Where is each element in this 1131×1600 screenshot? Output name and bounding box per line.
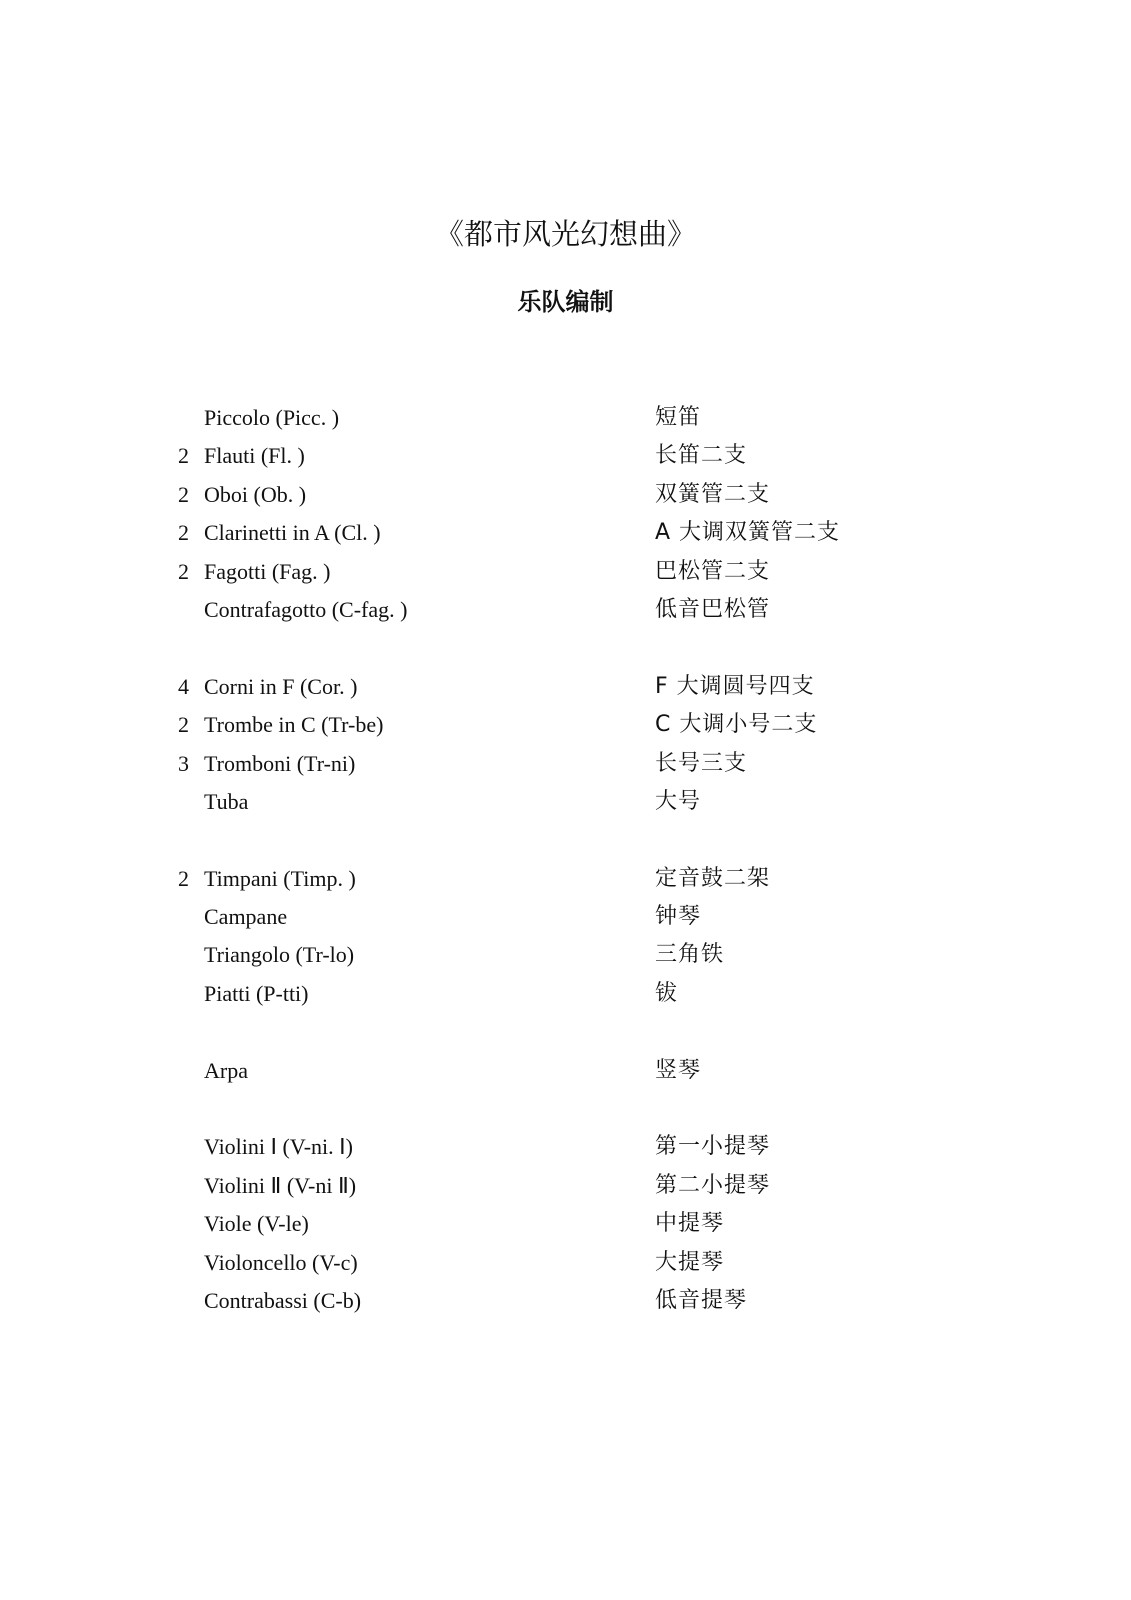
instrument-row: [0, 514, 1131, 552]
instrument-chinese-name: 双簧管二支: [655, 481, 771, 507]
instrument-name: Flauti (Fl. ): [204, 443, 305, 469]
instrument-count: 2: [178, 712, 189, 738]
instrument-row: [0, 936, 1131, 974]
instrument-row: [0, 1052, 1131, 1090]
instrument-chinese-name: 钟琴: [655, 904, 702, 930]
instrument-count: 2: [178, 520, 189, 546]
instrument-name: Oboi (Ob. ): [204, 481, 307, 507]
instrument-chinese-name: 巴松管二支: [655, 558, 771, 584]
instrument-group: [0, 399, 1131, 629]
instrument-row: [0, 437, 1131, 475]
instrument-name: Tuba: [204, 788, 249, 814]
instrument-name: Tromboni (Tr-ni): [204, 750, 356, 776]
instrument-row: [0, 1128, 1131, 1166]
instrument-count: 2: [178, 443, 189, 469]
instrument-chinese-name: 低音巴松管: [655, 596, 771, 622]
instrument-chinese-name: 低音提琴: [655, 1287, 748, 1313]
instrument-name: Clarinetti in A (Cl. ): [204, 520, 381, 546]
instrument-chinese-name: F 大调圆号四支: [655, 673, 815, 699]
instrument-chinese-name: 大提琴: [655, 1249, 725, 1275]
instrument-name: Corni in F (Cor. ): [204, 673, 358, 699]
page-title: 《都市风光幻想曲》: [434, 217, 696, 251]
instrument-chinese-name: 长笛二支: [655, 443, 748, 469]
instrument-row: [0, 1282, 1131, 1320]
instrument-name: Violini Ⅰ (V-ni. Ⅰ): [204, 1134, 353, 1160]
instrument-chinese-name: 第一小提琴: [655, 1134, 771, 1160]
instrument-row: [0, 399, 1131, 437]
instrument-chinese-name: 中提琴: [655, 1211, 725, 1237]
instrument-name: Piatti (P-tti): [204, 980, 309, 1006]
instrument-count: 2: [178, 481, 189, 507]
instrument-chinese-name: 长号三支: [655, 750, 748, 776]
instrument-row: [0, 476, 1131, 514]
instrument-group: [0, 668, 1131, 822]
instrument-row: [0, 783, 1131, 821]
instrument-count: 2: [178, 865, 189, 891]
instrument-row: [0, 860, 1131, 898]
instrument-chinese-name: 大号: [655, 788, 702, 814]
instrument-chinese-name: 短笛: [655, 405, 702, 430]
instrument-row: [0, 1167, 1131, 1205]
instrument-chinese-name: C 大调小号二支: [655, 712, 818, 738]
instrument-name: Campane: [204, 904, 288, 930]
instrument-name: Violoncello (V-c): [204, 1249, 358, 1275]
instrument-chinese-name: 竖琴: [655, 1057, 702, 1083]
instrument-count: 2: [178, 558, 189, 584]
instrument-group: [0, 1128, 1131, 1320]
instrument-row: [0, 706, 1131, 744]
instrument-name: Trombe in C (Tr-be): [204, 712, 384, 738]
instrument-group: [0, 860, 1131, 1014]
instrument-chinese-name: 定音鼓二架: [655, 865, 771, 891]
instrument-chinese-name: 三角铁: [655, 942, 725, 968]
instrument-name: Triangolo (Tr-lo): [204, 942, 355, 968]
instrument-count: 4: [178, 673, 189, 699]
instrument-chinese-name: A 大调双簧管二支: [655, 520, 841, 546]
instrument-row: [0, 1244, 1131, 1282]
instrument-name: Contrabassi (C-b): [204, 1287, 362, 1313]
instrument-row: [0, 668, 1131, 706]
instrument-row: [0, 898, 1131, 936]
instrument-name: Arpa: [204, 1057, 248, 1083]
instrument-name: Timpani (Timp. ): [204, 865, 356, 891]
instrument-name: Piccolo (Picc. ): [204, 405, 340, 430]
instrument-chinese-name: 钹: [655, 980, 679, 1006]
instrument-row: [0, 1205, 1131, 1243]
instrument-row: [0, 553, 1131, 591]
instrument-name: Viole (V-le): [204, 1211, 309, 1237]
instrument-name: Violini Ⅱ (V-ni Ⅱ): [204, 1172, 357, 1198]
instrument-group: [0, 1052, 1131, 1090]
instrument-row: [0, 975, 1131, 1013]
instrument-list: [0, 399, 1131, 1359]
instrument-count: 3: [178, 750, 189, 776]
instrument-row: [0, 745, 1131, 783]
instrument-row: [0, 591, 1131, 629]
instrument-chinese-name: 第二小提琴: [655, 1172, 771, 1198]
instrument-name: Contrafagotto (C-fag. ): [204, 596, 408, 622]
instrument-name: Fagotti (Fag. ): [204, 558, 331, 584]
page-subtitle: 乐队编制: [517, 288, 614, 316]
